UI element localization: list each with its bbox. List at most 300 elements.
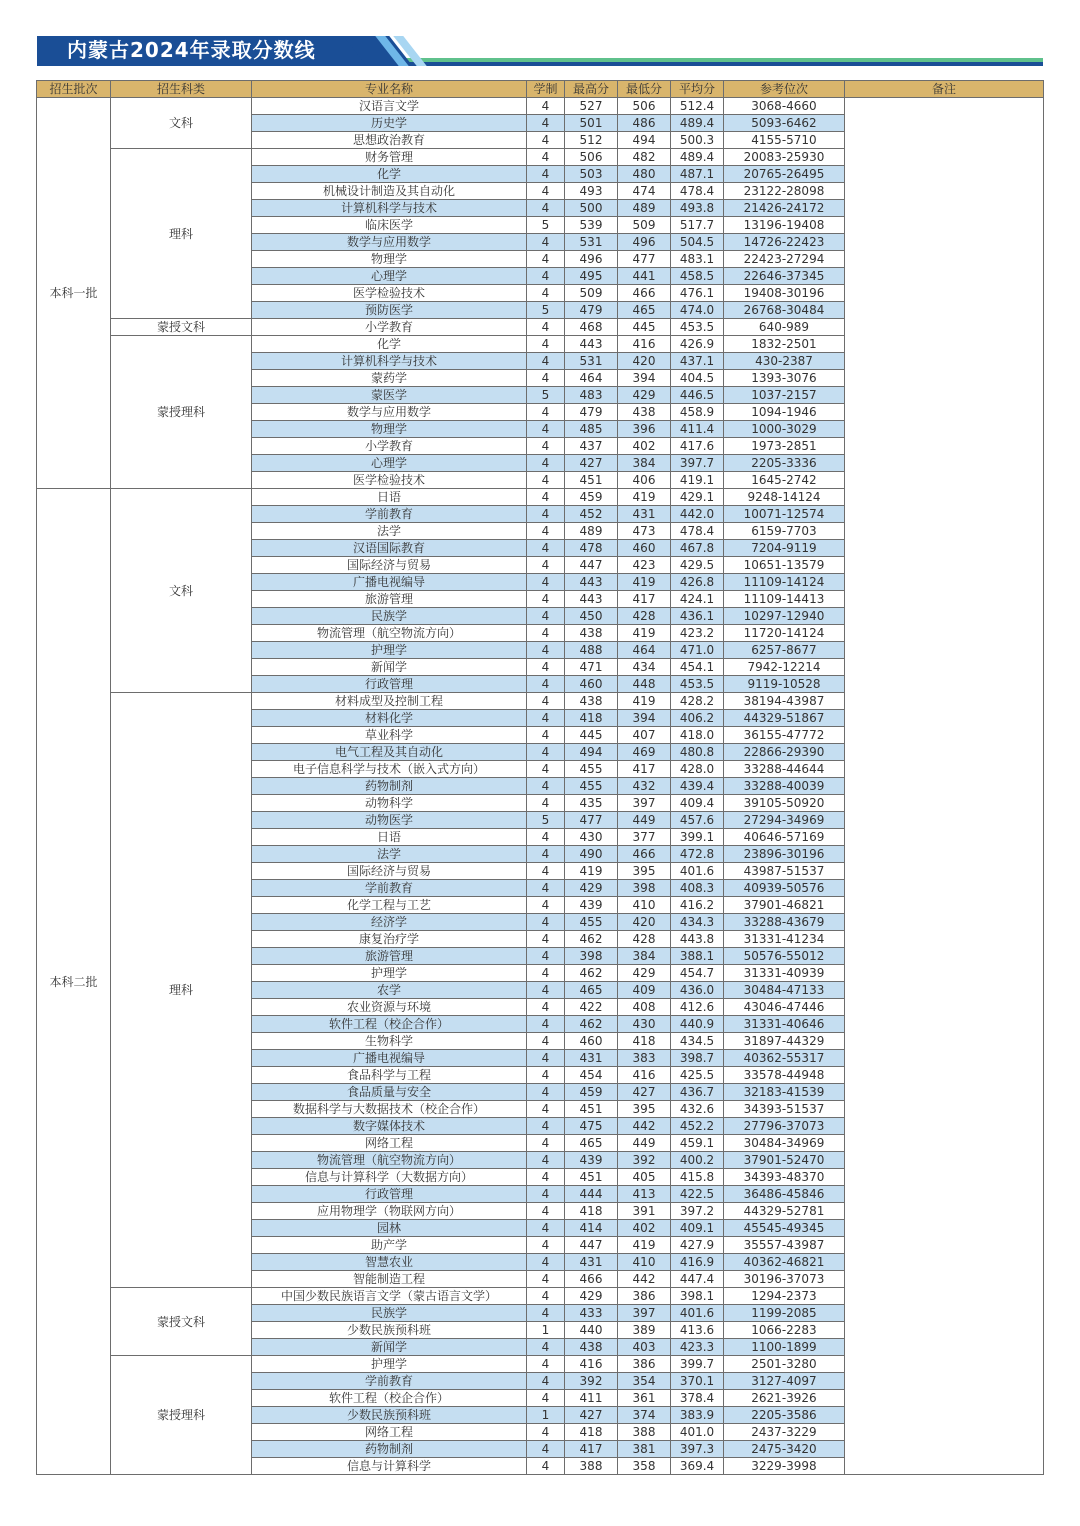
years-cell: 5 [527,812,565,829]
major-name-cell: 计算机科学与技术 [252,353,527,370]
avg-score-cell: 429.1 [671,489,724,506]
max-score-cell: 438 [565,693,618,710]
years-cell: 4 [527,1186,565,1203]
min-score-cell: 396 [618,421,671,438]
min-score-cell: 429 [618,965,671,982]
major-name-cell: 国际经济与贸易 [252,863,527,880]
min-score-cell: 381 [618,1441,671,1458]
years-cell: 4 [527,1203,565,1220]
major-name-cell: 小学教育 [252,319,527,336]
major-name-cell: 旅游管理 [252,948,527,965]
major-name-cell: 生物科学 [252,1033,527,1050]
avg-score-cell: 447.4 [671,1271,724,1288]
max-score-cell: 431 [565,1254,618,1271]
rank-range-cell: 43046-47446 [724,999,845,1016]
major-name-cell: 物理学 [252,251,527,268]
min-score-cell: 482 [618,149,671,166]
major-name-cell: 动物医学 [252,812,527,829]
min-score-cell: 383 [618,1050,671,1067]
header-batch: 招生批次 [37,81,111,98]
max-score-cell: 462 [565,1016,618,1033]
header-max-score: 最高分 [565,81,618,98]
avg-score-cell: 489.4 [671,149,724,166]
min-score-cell: 377 [618,829,671,846]
max-score-cell: 443 [565,336,618,353]
avg-score-cell: 440.9 [671,1016,724,1033]
min-score-cell: 409 [618,982,671,999]
min-score-cell: 445 [618,319,671,336]
max-score-cell: 454 [565,1067,618,1084]
max-score-cell: 459 [565,1084,618,1101]
avg-score-cell: 434.3 [671,914,724,931]
avg-score-cell: 489.4 [671,115,724,132]
avg-score-cell: 452.2 [671,1118,724,1135]
rank-range-cell: 31331-40939 [724,965,845,982]
rank-range-cell: 11720-14124 [724,625,845,642]
rank-range-cell: 33288-40039 [724,778,845,795]
years-cell: 4 [527,1135,565,1152]
max-score-cell: 506 [565,149,618,166]
min-score-cell: 448 [618,676,671,693]
years-cell: 4 [527,948,565,965]
max-score-cell: 450 [565,608,618,625]
years-cell: 4 [527,268,565,285]
years-cell: 4 [527,319,565,336]
rank-range-cell: 2621-3926 [724,1390,845,1407]
avg-score-cell: 398.7 [671,1050,724,1067]
rank-range-cell: 1066-2283 [724,1322,845,1339]
avg-score-cell: 370.1 [671,1373,724,1390]
years-cell: 4 [527,778,565,795]
avg-score-cell: 454.7 [671,965,724,982]
min-score-cell: 410 [618,1254,671,1271]
max-score-cell: 443 [565,591,618,608]
rank-range-cell: 36155-47772 [724,727,845,744]
batch-cell: 本科二批 [37,489,111,1475]
max-score-cell: 490 [565,846,618,863]
rank-range-cell: 2437-3229 [724,1424,845,1441]
rank-range-cell: 40362-46821 [724,1254,845,1271]
major-name-cell: 数学与应用数学 [252,234,527,251]
rank-range-cell: 2475-3420 [724,1441,845,1458]
rank-range-cell: 1100-1899 [724,1339,845,1356]
max-score-cell: 464 [565,370,618,387]
avg-score-cell: 401.0 [671,1424,724,1441]
major-name-cell: 学前教育 [252,1373,527,1390]
years-cell: 4 [527,659,565,676]
avg-score-cell: 397.3 [671,1441,724,1458]
max-score-cell: 411 [565,1390,618,1407]
major-name-cell: 食品质量与安全 [252,1084,527,1101]
major-name-cell: 化学 [252,336,527,353]
rank-range-cell: 45545-49345 [724,1220,845,1237]
years-cell: 4 [527,1424,565,1441]
header-category: 招生科类 [111,81,252,98]
min-score-cell: 398 [618,880,671,897]
max-score-cell: 439 [565,897,618,914]
major-name-cell: 网络工程 [252,1135,527,1152]
years-cell: 4 [527,1288,565,1305]
max-score-cell: 452 [565,506,618,523]
max-score-cell: 475 [565,1118,618,1135]
major-name-cell: 园林 [252,1220,527,1237]
min-score-cell: 358 [618,1458,671,1475]
rank-range-cell: 40646-57169 [724,829,845,846]
major-name-cell: 蒙医学 [252,387,527,404]
avg-score-cell: 412.6 [671,999,724,1016]
years-cell: 4 [527,744,565,761]
years-cell: 4 [527,897,565,914]
min-score-cell: 466 [618,846,671,863]
years-cell: 4 [527,489,565,506]
max-score-cell: 437 [565,438,618,455]
avg-score-cell: 439.4 [671,778,724,795]
rank-range-cell: 33288-44644 [724,761,845,778]
category-cell: 蒙授理科 [111,1356,252,1475]
avg-score-cell: 423.2 [671,625,724,642]
major-name-cell: 历史学 [252,115,527,132]
rank-range-cell: 30484-47133 [724,982,845,999]
min-score-cell: 438 [618,404,671,421]
rank-range-cell: 34393-51537 [724,1101,845,1118]
max-score-cell: 478 [565,540,618,557]
min-score-cell: 474 [618,183,671,200]
avg-score-cell: 487.1 [671,166,724,183]
max-score-cell: 422 [565,999,618,1016]
rank-range-cell: 31331-41234 [724,931,845,948]
major-name-cell: 网络工程 [252,1424,527,1441]
avg-score-cell: 457.6 [671,812,724,829]
max-score-cell: 444 [565,1186,618,1203]
max-score-cell: 435 [565,795,618,812]
years-cell: 4 [527,353,565,370]
min-score-cell: 395 [618,863,671,880]
rank-range-cell: 4155-5710 [724,132,845,149]
max-score-cell: 462 [565,965,618,982]
years-cell: 4 [527,676,565,693]
rank-range-cell: 640-989 [724,319,845,336]
category-cell: 理科 [111,149,252,319]
max-score-cell: 500 [565,200,618,217]
min-score-cell: 449 [618,812,671,829]
max-score-cell: 416 [565,1356,618,1373]
major-name-cell: 汉语国际教育 [252,540,527,557]
avg-score-cell: 454.1 [671,659,724,676]
years-cell: 4 [527,166,565,183]
header-major: 专业名称 [252,81,527,98]
avg-score-cell: 453.5 [671,319,724,336]
avg-score-cell: 458.5 [671,268,724,285]
min-score-cell: 397 [618,795,671,812]
min-score-cell: 384 [618,948,671,965]
rank-range-cell: 2205-3336 [724,455,845,472]
rank-range-cell: 50576-55012 [724,948,845,965]
years-cell: 4 [527,421,565,438]
rank-range-cell: 20083-25930 [724,149,845,166]
max-score-cell: 418 [565,710,618,727]
avg-score-cell: 397.7 [671,455,724,472]
table-row [37,98,1044,115]
avg-score-cell: 418.0 [671,727,724,744]
max-score-cell: 477 [565,812,618,829]
min-score-cell: 496 [618,234,671,251]
rank-range-cell: 35557-43987 [724,1237,845,1254]
rank-range-cell: 33288-43679 [724,914,845,931]
years-cell: 4 [527,506,565,523]
major-name-cell: 材料化学 [252,710,527,727]
avg-score-cell: 397.2 [671,1203,724,1220]
major-name-cell: 学前教育 [252,506,527,523]
major-name-cell: 物流管理（航空物流方向） [252,1152,527,1169]
min-score-cell: 395 [618,1101,671,1118]
years-cell: 4 [527,574,565,591]
rank-range-cell: 30484-34969 [724,1135,845,1152]
years-cell: 4 [527,1033,565,1050]
major-name-cell: 医学检验技术 [252,285,527,302]
years-cell: 4 [527,1050,565,1067]
min-score-cell: 397 [618,1305,671,1322]
avg-score-cell: 413.6 [671,1322,724,1339]
min-score-cell: 410 [618,897,671,914]
years-cell: 4 [527,1237,565,1254]
rank-range-cell: 13196-19408 [724,217,845,234]
header-years: 学制 [527,81,565,98]
years-cell: 4 [527,625,565,642]
max-score-cell: 479 [565,302,618,319]
major-name-cell: 智能制造工程 [252,1271,527,1288]
rank-range-cell: 7204-9119 [724,540,845,557]
years-cell: 4 [527,115,565,132]
major-name-cell: 思想政治教育 [252,132,527,149]
major-name-cell: 药物制剂 [252,1441,527,1458]
avg-score-cell: 446.5 [671,387,724,404]
avg-score-cell: 398.1 [671,1288,724,1305]
major-name-cell: 蒙药学 [252,370,527,387]
min-score-cell: 417 [618,591,671,608]
avg-score-cell: 478.4 [671,183,724,200]
major-name-cell: 少数民族预科班 [252,1407,527,1424]
min-score-cell: 374 [618,1407,671,1424]
major-name-cell: 民族学 [252,608,527,625]
max-score-cell: 433 [565,1305,618,1322]
max-score-cell: 392 [565,1373,618,1390]
min-score-cell: 489 [618,200,671,217]
rank-range-cell: 14726-22423 [724,234,845,251]
years-cell: 4 [527,727,565,744]
rank-range-cell: 1199-2085 [724,1305,845,1322]
rank-range-cell: 43987-51537 [724,863,845,880]
avg-score-cell: 419.1 [671,472,724,489]
min-score-cell: 420 [618,914,671,931]
years-cell: 4 [527,591,565,608]
major-name-cell: 药物制剂 [252,778,527,795]
rank-range-cell: 37901-52470 [724,1152,845,1169]
min-score-cell: 480 [618,166,671,183]
major-name-cell: 国际经济与贸易 [252,557,527,574]
max-score-cell: 539 [565,217,618,234]
max-score-cell: 451 [565,472,618,489]
years-cell: 4 [527,761,565,778]
years-cell: 4 [527,200,565,217]
years-cell: 4 [527,1169,565,1186]
rank-range-cell: 7942-12214 [724,659,845,676]
rank-range-cell: 1000-3029 [724,421,845,438]
min-score-cell: 465 [618,302,671,319]
major-name-cell: 新闻学 [252,1339,527,1356]
avg-score-cell: 517.7 [671,217,724,234]
major-name-cell: 护理学 [252,1356,527,1373]
years-cell: 4 [527,98,565,115]
major-name-cell: 助产学 [252,1237,527,1254]
min-score-cell: 429 [618,387,671,404]
rank-range-cell: 27294-34969 [724,812,845,829]
rank-range-cell: 5093-6462 [724,115,845,132]
max-score-cell: 455 [565,914,618,931]
major-name-cell: 草业科学 [252,727,527,744]
years-cell: 4 [527,336,565,353]
years-cell: 4 [527,608,565,625]
min-score-cell: 442 [618,1271,671,1288]
avg-score-cell: 504.5 [671,234,724,251]
years-cell: 4 [527,1390,565,1407]
rank-range-cell: 9119-10528 [724,676,845,693]
rank-range-cell: 6257-8677 [724,642,845,659]
min-score-cell: 386 [618,1356,671,1373]
major-name-cell: 应用物理学（物联网方向） [252,1203,527,1220]
rank-range-cell: 22646-37345 [724,268,845,285]
major-name-cell: 行政管理 [252,1186,527,1203]
major-name-cell: 心理学 [252,268,527,285]
min-score-cell: 432 [618,778,671,795]
avg-score-cell: 401.6 [671,1305,724,1322]
avg-score-cell: 442.0 [671,506,724,523]
avg-score-cell: 437.1 [671,353,724,370]
major-name-cell: 护理学 [252,965,527,982]
avg-score-cell: 432.6 [671,1101,724,1118]
major-name-cell: 新闻学 [252,659,527,676]
major-name-cell: 行政管理 [252,676,527,693]
avg-score-cell: 436.7 [671,1084,724,1101]
max-score-cell: 471 [565,659,618,676]
min-score-cell: 418 [618,1033,671,1050]
max-score-cell: 483 [565,387,618,404]
rank-range-cell: 430-2387 [724,353,845,370]
major-name-cell: 少数民族预科班 [252,1322,527,1339]
max-score-cell: 503 [565,166,618,183]
years-cell: 4 [527,931,565,948]
header-notes: 备注 [845,81,1044,98]
years-cell: 5 [527,302,565,319]
min-score-cell: 506 [618,98,671,115]
major-name-cell: 学前教育 [252,880,527,897]
years-cell: 4 [527,1220,565,1237]
years-cell: 4 [527,557,565,574]
min-score-cell: 361 [618,1390,671,1407]
max-score-cell: 509 [565,285,618,302]
min-score-cell: 430 [618,1016,671,1033]
max-score-cell: 431 [565,1050,618,1067]
min-score-cell: 402 [618,1220,671,1237]
avg-score-cell: 388.1 [671,948,724,965]
max-score-cell: 439 [565,1152,618,1169]
rank-range-cell: 10071-12574 [724,506,845,523]
min-score-cell: 416 [618,1067,671,1084]
title-banner [37,36,1043,70]
avg-score-cell: 472.8 [671,846,724,863]
rank-range-cell: 1973-2851 [724,438,845,455]
years-cell: 4 [527,523,565,540]
rank-range-cell: 44329-52781 [724,1203,845,1220]
years-cell: 4 [527,251,565,268]
min-score-cell: 417 [618,761,671,778]
max-score-cell: 468 [565,319,618,336]
min-score-cell: 466 [618,285,671,302]
avg-score-cell: 416.9 [671,1254,724,1271]
min-score-cell: 419 [618,625,671,642]
avg-score-cell: 483.1 [671,251,724,268]
max-score-cell: 438 [565,1339,618,1356]
max-score-cell: 466 [565,1271,618,1288]
max-score-cell: 451 [565,1169,618,1186]
min-score-cell: 388 [618,1424,671,1441]
avg-score-cell: 429.5 [671,557,724,574]
category-cell: 蒙授文科 [111,319,252,336]
max-score-cell: 512 [565,132,618,149]
category-cell: 蒙授理科 [111,336,252,489]
min-score-cell: 420 [618,353,671,370]
min-score-cell: 386 [618,1288,671,1305]
avg-score-cell: 458.9 [671,404,724,421]
major-name-cell: 电子信息科学与技术（嵌入式方向） [252,761,527,778]
major-name-cell: 食品科学与工程 [252,1067,527,1084]
max-score-cell: 451 [565,1101,618,1118]
major-name-cell: 经济学 [252,914,527,931]
page-title: 内蒙古2024年录取分数线 [67,38,316,62]
avg-score-cell: 423.3 [671,1339,724,1356]
max-score-cell: 398 [565,948,618,965]
years-cell: 4 [527,183,565,200]
major-name-cell: 物理学 [252,421,527,438]
rank-range-cell: 6159-7703 [724,523,845,540]
rank-range-cell: 21426-24172 [724,200,845,217]
min-score-cell: 423 [618,557,671,574]
years-cell: 4 [527,132,565,149]
major-name-cell: 日语 [252,489,527,506]
max-score-cell: 531 [565,353,618,370]
min-score-cell: 402 [618,438,671,455]
major-name-cell: 广播电视编导 [252,574,527,591]
major-name-cell: 医学检验技术 [252,472,527,489]
max-score-cell: 388 [565,1458,618,1475]
years-cell: 4 [527,795,565,812]
years-cell: 4 [527,1101,565,1118]
avg-score-cell: 428.2 [671,693,724,710]
avg-score-cell: 409.4 [671,795,724,812]
max-score-cell: 427 [565,1407,618,1424]
max-score-cell: 460 [565,1033,618,1050]
rank-range-cell: 22866-29390 [724,744,845,761]
min-score-cell: 460 [618,540,671,557]
years-cell: 4 [527,693,565,710]
avg-score-cell: 378.4 [671,1390,724,1407]
min-score-cell: 419 [618,693,671,710]
min-score-cell: 441 [618,268,671,285]
years-cell: 4 [527,846,565,863]
avg-score-cell: 476.1 [671,285,724,302]
major-name-cell: 机械设计制造及其自动化 [252,183,527,200]
max-score-cell: 414 [565,1220,618,1237]
rank-range-cell: 22423-27294 [724,251,845,268]
